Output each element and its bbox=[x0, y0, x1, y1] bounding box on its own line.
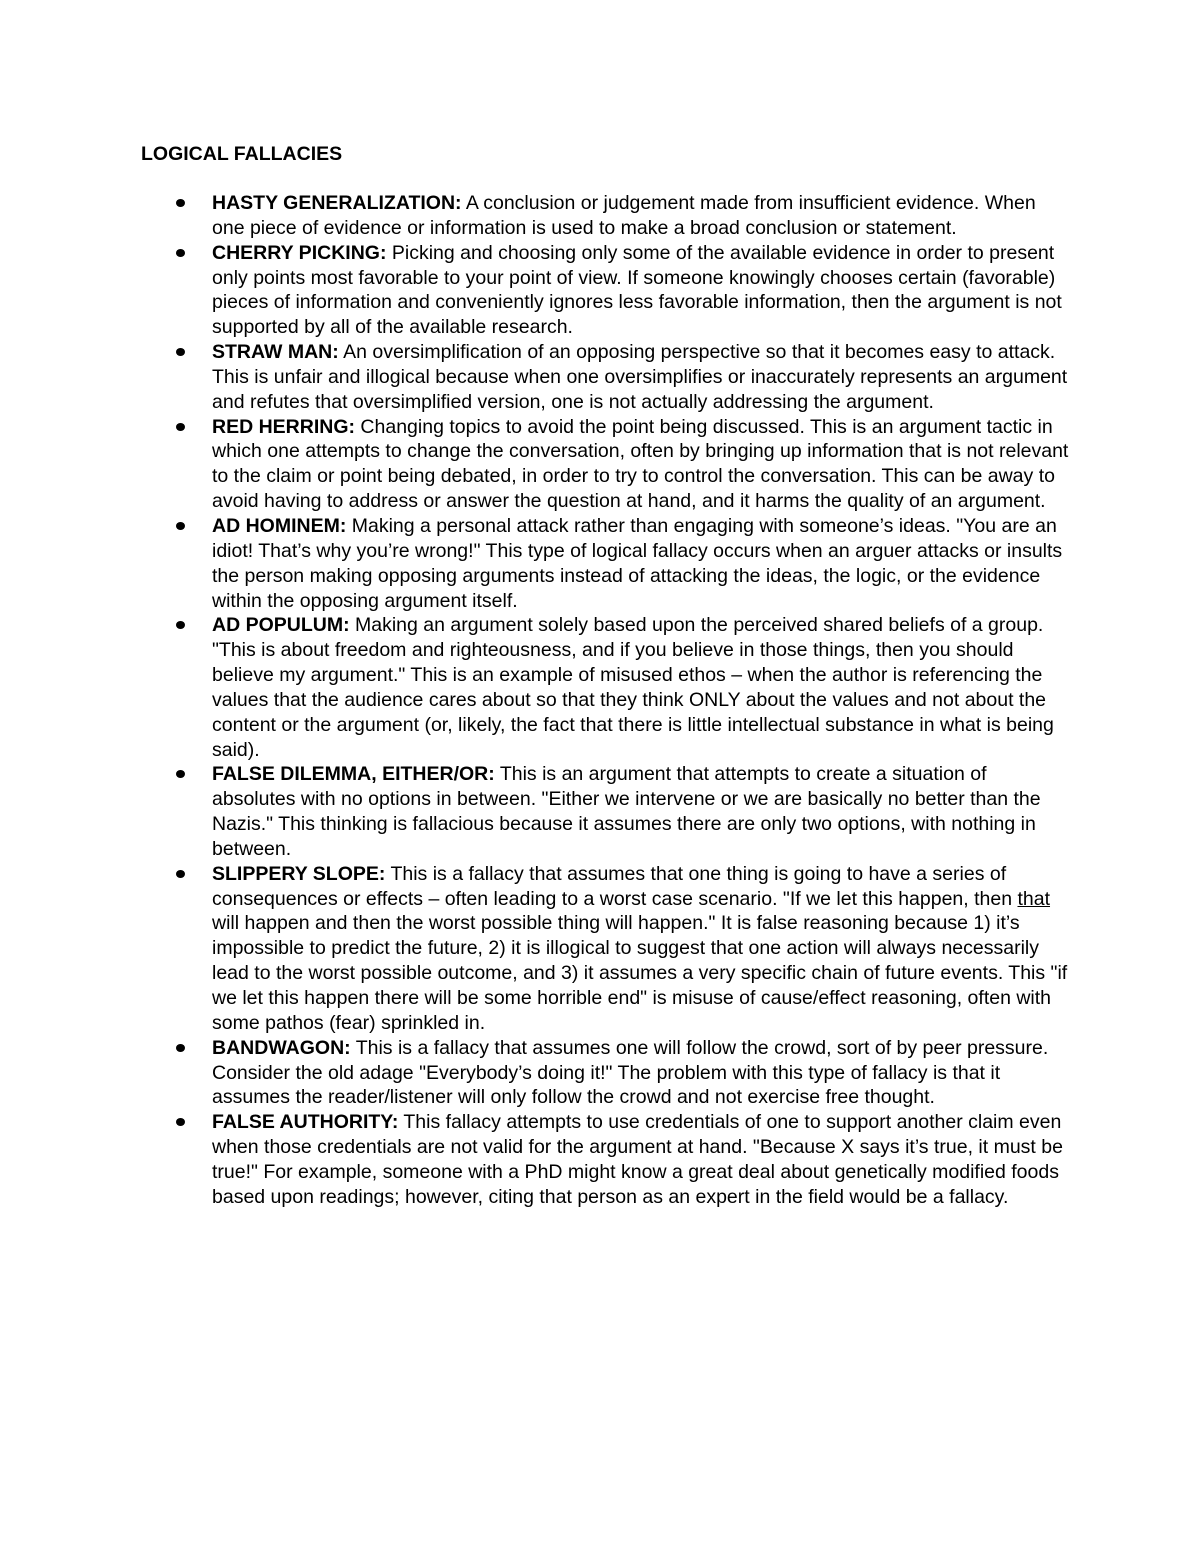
term-definition: A conclusion or judgement made from insufficient evidence. When one piece of evidence or information is used to make a broad conclusion or statement. bbox=[212, 192, 1036, 239]
list-item-slippery-slope bbox=[0, 862, 1072, 1036]
term-definition: This is an argument that attempts to create a situation of absolutes with no options in between. "Either we intervene or we are basically no better than the Nazis." This thinking is fallacious because it assumes there are only two options, with nothing in between. bbox=[212, 763, 1041, 860]
bullet-icon bbox=[176, 423, 185, 431]
term-label: STRAW MAN: bbox=[212, 341, 339, 364]
list-item-ad-hominem bbox=[0, 514, 1072, 613]
bullet-icon bbox=[176, 348, 185, 356]
bullet-icon bbox=[176, 1044, 185, 1052]
term-definition-part: will happen and then the worst possible thing will happen." It is false reasoning because 1) it’s impossible to predict the future, 2) it is illogical to suggest that one action will always necessarily lead to the worst possible outcome, and 3) it assumes a very specific chain of future events. This "if we let this happen there will be some horrible end" is misuse of cause/effect reasoning, often with some pathos (fear) sprinkled in. bbox=[212, 912, 1068, 1034]
term-definition: Picking and choosing only some of the available evidence in order to present only points most favorable to your point of view. If someone knowingly chooses certain (favorable) pieces of information and conveniently ignores less favorable information, then the argument is not supported by all of the available research. bbox=[212, 241, 1062, 339]
term-definition: Making an argument solely based upon the perceived shared beliefs of a group. "This is about freedom and righteousness, and if you believe in those things, then you should believe my argument." This is an example of misused ethos – when the author is referencing the values that the audience cares about so that they think ONLY about the values and not about the content or the argument (or, likely, the fact that there is little intellectual substance in what is being said). bbox=[212, 614, 1054, 761]
list-item-red-herring bbox=[0, 415, 1072, 514]
term-definition: An oversimplification of an opposing perspective so that it becomes easy to attack. This is unfair and illogical because when one oversimplifies or inaccurately represents an argument and refutes that oversimplified version, one is not actually addressing the argument. bbox=[212, 341, 1068, 413]
bullet-icon bbox=[176, 621, 185, 629]
list-item-bandwagon bbox=[0, 1036, 1072, 1111]
bullet-icon bbox=[176, 770, 185, 778]
term-label: FALSE AUTHORITY: bbox=[212, 1111, 399, 1134]
list-item-ad-populum bbox=[0, 613, 1072, 762]
term-label: AD HOMINEM: bbox=[212, 514, 347, 537]
term-label: FALSE DILEMMA, EITHER/OR: bbox=[212, 763, 495, 786]
term-label: SLIPPERY SLOPE: bbox=[212, 862, 386, 885]
fallacy-list bbox=[0, 191, 1200, 1210]
term-definition: Changing topics to avoid the point being discussed. This is an argument tactic in which one attempts to change the conversation, often by bringing up information that is not relevant to the claim or point being debated, in order to try to control the conversation. This can be away to avoid having to address or answer the question at hand, and it harms the quality of an argument. bbox=[212, 415, 1069, 513]
list-item-hasty-generalization bbox=[0, 191, 1072, 241]
bullet-icon bbox=[176, 249, 185, 257]
term-definition: This is a fallacy that assumes one will follow the crowd, sort of by peer pressure. Consider the old adage "Everybody’s doing it!" The problem with this type of fallacy is that it assumes the reader/listener will only follow the crowd and not exercise free thought. bbox=[212, 1036, 1049, 1109]
list-item-straw-man bbox=[0, 340, 1072, 415]
list-item-false-dilemma bbox=[0, 762, 1072, 861]
term-label: AD POPULUM: bbox=[212, 614, 350, 637]
term-label: RED HERRING: bbox=[212, 415, 356, 438]
term-label: HASTY GENERALIZATION: bbox=[212, 192, 462, 214]
underlined-word: that bbox=[1017, 887, 1051, 910]
term-definition: This fallacy attempts to use credentials of one to support another claim even when those credentials are not valid for the argument at hand. "Because X says it’s true, it must be true!" For example, someone with a PhD might know a great deal about genetically modified foods based upon readings; however, citing that person as an expert in the field would be a fallacy. bbox=[212, 1111, 1063, 1208]
list-item-false-authority bbox=[0, 1110, 1072, 1209]
bullet-icon bbox=[176, 199, 185, 207]
bullet-icon bbox=[176, 522, 185, 530]
term-definition-part: This is a fallacy that assumes that one thing is going to have a series of consequences or effects – often leading to a worst case scenario. "If we let this happen, then bbox=[212, 862, 1018, 910]
term-definition: Making a personal attack rather than engaging with someone’s ideas. "You are an idiot! That’s why you’re wrong!" This type of logical fallacy occurs when an arguer attacks or insults the person making opposing arguments instead of attacking the ideas, the logic, or the evidence within the opposing argument itself. bbox=[212, 514, 1063, 612]
page-title: LOGICAL FALLACIES bbox=[141, 143, 343, 165]
term-label: BANDWAGON: bbox=[212, 1036, 351, 1059]
bullet-icon bbox=[176, 870, 185, 878]
bullet-icon bbox=[176, 1118, 185, 1126]
list-item-cherry-picking bbox=[0, 241, 1072, 340]
term-label: CHERRY PICKING: bbox=[212, 241, 387, 264]
